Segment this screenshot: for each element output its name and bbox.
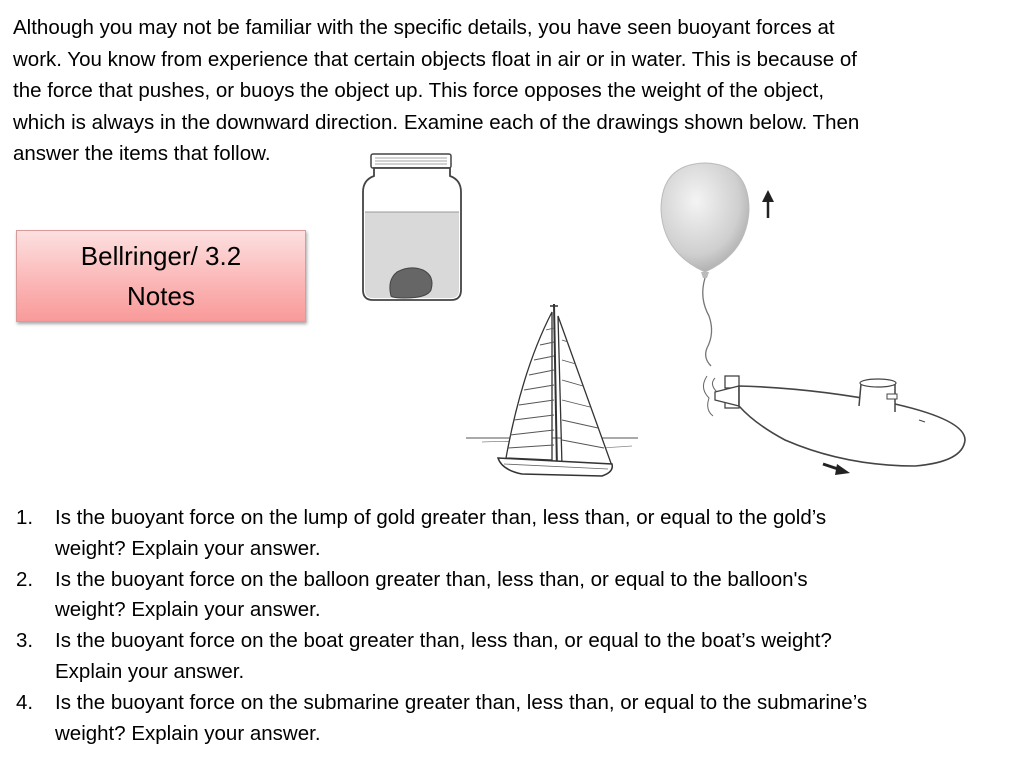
question-number: 4. [16,690,34,714]
jar-illustration [355,150,470,305]
balloon-illustration [655,158,785,368]
question-text: Is the buoyant force on the balloon greater than, less than, or equal to the balloon's [55,567,808,591]
question-text: weight? Explain your answer. [55,536,321,560]
intro-line: which is always in the downward direction. Examine each of the drawings shown below. Then [13,110,860,134]
intro-line: Although you may not be familiar with the specific details, you have seen buoyant forces at [13,16,835,39]
question-text: weight? Explain your answer. [55,721,321,745]
sailboat-illustration [462,300,642,485]
question-text: Is the buoyant force on the boat greater than, less than, or equal to the boat’s weight? [55,629,832,653]
intro-line: the force that pushes, or buoys the object up. This force opposes the weight of the object, [13,79,825,103]
question-text: Explain your answer. [55,659,245,683]
question-number: 1. [16,506,34,529]
intro-paragraph [13,12,1013,170]
question-text: Is the buoyant force on the submarine greater than, less than, or equal to the submarine’s [55,690,868,714]
intro-line: answer the items that follow. [13,142,271,166]
question-list [13,503,1003,749]
question-text: weight? Explain your answer. [55,598,321,622]
up-arrow-icon [762,190,774,218]
forward-arrow-icon [823,464,850,475]
badge-line-2: Notes [127,281,195,311]
badge-line-1: Bellringer/ 3.2 [80,241,242,271]
question-item [13,688,1003,750]
submarine-illustration [695,370,975,480]
question-text: Is the buoyant force on the lump of gold greater than, less than, or equal to the gold’s [55,506,827,529]
question-number: 2. [16,567,34,591]
question-item [13,503,1003,565]
question-item [13,565,1003,627]
intro-line: work. You know from experience that certain objects float in air or in water. This is because of [13,47,857,71]
gold-lump [390,268,432,298]
bellringer-badge [16,230,306,322]
question-number: 3. [16,629,34,653]
question-item [13,626,1003,688]
